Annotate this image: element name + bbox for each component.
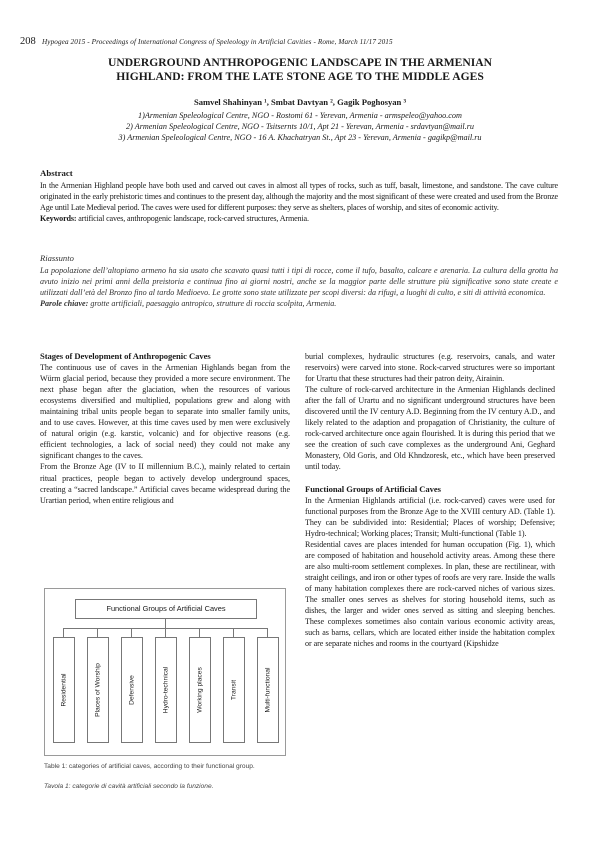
right-column	[305, 351, 555, 649]
paragraph: Residential caves are places intended for human occupation (Fig. 1), which are composed of habitation and household activity areas. Among these there are also multi-room settlement complexes. In plan, these are rectilinear, with straight ceilings, and iron or other types of roofs are very rare. Inside the walls of many habitation complexes there are rock-carved niches of various sizes. The smaller ones serves as shelves for storing household items, such as dishes, the larger and wider ones served as sitting and sleeping benches. These complexes sometimes also contain various economic activity areas, such as barns, cellars, which are located either inside the habitation complex or are separate niches and rooms in the courtyard (Kipshidze	[305, 539, 555, 649]
group-box-transit	[223, 637, 245, 743]
paragraph: The continuous use of caves in the Armenian Highlands began from the Würm glacial period, because they provided a more secure environment. The next phase began after the glaciation, when the resources of various ecosystems diversified and multiplied, populations grew and along with maintaining tribal units people began to separate into smaller family units, and to use caves. However, at this time caves used by men were exclusively of natural origin (e.g. karstic, volcanic) and for objective reasons (e.g. efficient technologies, a lack of social need) they could not make any significant changes to the caves.	[40, 363, 290, 461]
running-header: Hypogea 2015 - Proceedings of International Congress of Speleology in Artificial Cavities - Rome, March 11/17 2015	[42, 38, 393, 46]
connector-line	[97, 628, 98, 637]
section-heading-functional-groups: Functional Groups of Artificial Caves	[305, 483, 441, 494]
group-label: Defensive	[128, 675, 136, 705]
group-label: Residential	[60, 673, 68, 707]
group-box-defensive	[121, 637, 143, 743]
figure-functional-groups	[44, 588, 286, 756]
parole-chiave-label: Parole chiave:	[40, 299, 89, 309]
paragraph: burial complexes, hydraulic structures (e.g. reservoirs, canals, and water reservoirs) were carved into stone. Rock-carved structures were so important for Urartu that these structures had their patron deity, Airainin.	[305, 352, 555, 384]
riassunto-body	[40, 265, 558, 309]
abstract-heading: Abstract	[40, 168, 73, 178]
riassunto-heading: Riassunto	[40, 253, 74, 263]
affiliation-1: 1)Armenian Speleological Centre, NGO - Rostomi 61 - Yerevan, Armenia - armspeleo@yahoo.com	[138, 111, 462, 120]
connector-line	[63, 628, 64, 637]
group-box-places-of-worship	[87, 637, 109, 743]
group-box-hydro-technical	[155, 637, 177, 743]
connector-line	[165, 628, 166, 637]
connector-line	[131, 628, 132, 637]
abstract-body	[40, 180, 558, 224]
group-label: Multi-functional	[264, 667, 272, 713]
keywords: artificial caves, anthropogenic landscape, rock-carved structures, Armenia.	[76, 214, 309, 224]
connector-line	[199, 628, 200, 637]
group-box-multi-functional	[257, 637, 279, 743]
affiliation-2: 2) Armenian Speleological Centre, NGO - Tsitsernts 10/1, Apt 21 - Yerevan, Armenia - srdavtyan@mail.ru	[125, 122, 475, 131]
parole-chiave: grotte artificiali, paesaggio antropico, strutture di roccia scolpita, Armenia.	[88, 299, 337, 309]
keywords-label: Keywords:	[40, 214, 77, 224]
paragraph: In the Armenian Highlands artificial (i.e. rock-carved) caves were used for functional purposes from the Bronze Age to the XVIII century AD. (Table 1). They can be subdivided into: Residential; Places of worship; Defensive; Hydro-technical; Working places; Transit; Multi-functional (Table 1).	[305, 495, 555, 538]
group-label: Working places	[196, 667, 204, 713]
section-heading-stages: Stages of Development of Anthropogenic Caves	[40, 351, 211, 361]
title-line-1: UNDERGROUND ANTHROPOGENIC LANDSCAPE IN THE ARMENIAN	[107, 56, 493, 69]
paper-title	[40, 56, 560, 84]
figure-title-box: Functional Groups of Artificial Caves	[75, 599, 257, 619]
figure-caption-it: Tavola 1: categorie di cavità artificiali secondo la funzione.	[44, 783, 214, 790]
title-line-2: HIGHLAND: FROM THE LATE STONE AGE TO THE MIDDLE AGES	[116, 70, 484, 83]
affiliation-3: 3) Armenian Speleological Centre, NGO - 16 A. Khachatryan St., Apt 23 - Yerevan, Armenia - gagikp@mail.ru	[118, 133, 482, 142]
connector-line	[165, 619, 166, 628]
paragraph: The culture of rock-carved architecture in the Armenian Highlands declined after the fall of Urartu and no significant underground structures have been discovered until the IV century A.D. Beginning from the IV century A.D., and likely related to the adaption and propagation of Christianity, the culture of rock-carved architecture once again flourished. It is during this period that we see the creation of such cave complexes as the underground Ani, Geghard Monastery, Old Goris, and Old Khndzoresk, etc., which have been preserved until today.	[305, 385, 555, 472]
paragraph: From the Bronze Age (IV to II millennium B.C.), mainly related to certain ritual practices, people began to actively develop underground spaces, creating a “sacred landscape.” Artificial caves became widespread during the Urartian period, when entire religious and	[40, 462, 290, 505]
page-number: 208	[20, 36, 36, 47]
riassunto-text: La popolazione dell’altopiano armeno ha sia usato che scavato quasi tutti i tipi di rocce, come il tufo, basalto, calcare e arenaria. La cultura della grotta ha avuto inizio nei primi anni della preistoria e continua fino ai giorni nostri, anche se la maggior parte delle strutture più significative sono state create e utilizzati dall’età del Bronzo fino al tardo Medioevo. Le grotte sono state utilizzate per scopi diversi: da rifugi, a luoghi di culto, e siti di attività economica.	[40, 266, 558, 298]
authors: Samvel Shahinyan ¹, Smbat Davtyan ², Gagik Poghosyan ³	[193, 97, 407, 107]
connector-line	[267, 628, 268, 637]
connector-line	[233, 628, 234, 637]
abstract-text: In the Armenian Highland people have both used and carved out caves in almost all types of rocks, such as tuff, basalt, limestone, and sandstone. The cave culture originated in the early prehistoric times and continues to the present day, although the majority and the most significant of these were created and used from the Bronze Age until Late Medieval period. The caves were used for different purposes: they serve as shelters, places of worship, and sites of economic activity.	[40, 181, 558, 213]
group-label: Transit	[230, 679, 238, 701]
left-column	[40, 351, 290, 506]
group-label: Hydro-technical	[162, 666, 170, 714]
group-label: Places of Worship	[94, 663, 102, 717]
figure-caption-en: Table 1: categories of artificial caves, according to their functional group.	[44, 763, 255, 770]
group-box-working-places	[189, 637, 211, 743]
group-box-residential	[53, 637, 75, 743]
